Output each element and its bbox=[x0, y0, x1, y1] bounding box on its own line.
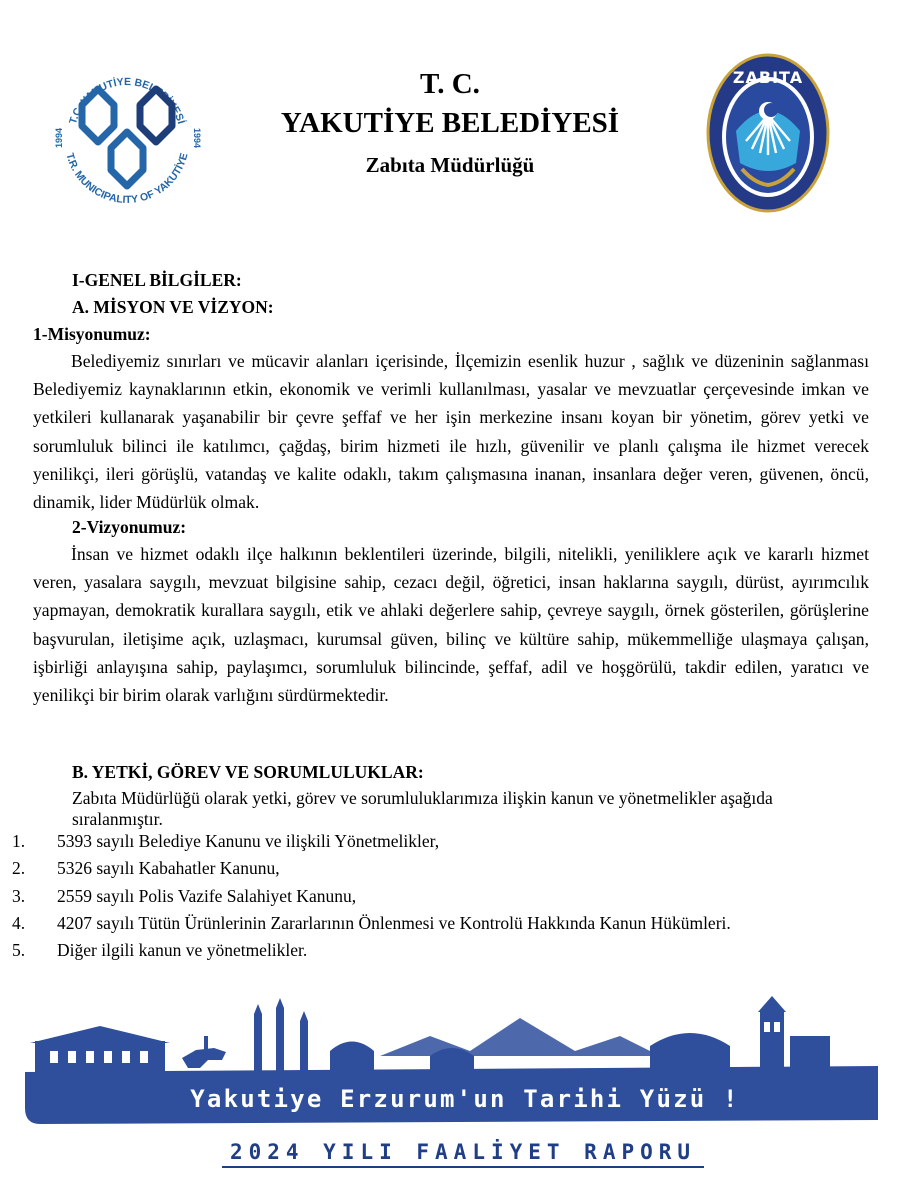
svg-text:T.C. YAKUTİYE BELEDİYESİ: T.C. YAKUTİYE BELEDİYESİ bbox=[67, 75, 187, 126]
svg-text:1994: 1994 bbox=[54, 127, 64, 149]
list-item bbox=[0, 855, 900, 882]
authority-intro-line1: Zabıta Müdürlüğü olarak yetki, görev ve sorumluluklarımıza ilişkin kanun ve yönetmelikler aşağıda bbox=[72, 788, 773, 808]
list-item bbox=[0, 910, 900, 937]
mission-title: 1-Misyonumuz: bbox=[33, 324, 151, 344]
list-text: 5393 sayılı Belediye Kanunu ve ilişkili Yönetmelikler, bbox=[57, 831, 440, 851]
section-title-authority: B. YETKİ, GÖREV VE SORUMLULUKLAR: bbox=[72, 762, 424, 782]
zabita-badge-logo bbox=[706, 53, 830, 213]
section-title-general: I-GENEL BİLGİLER: bbox=[72, 270, 242, 290]
list-number: 3. bbox=[12, 885, 26, 906]
vision-title: 2-Vizyonumuz: bbox=[72, 517, 187, 537]
list-item bbox=[0, 937, 900, 964]
header-municipality: YAKUTİYE BELEDİYESİ bbox=[280, 107, 620, 139]
slogan-text: Yakutiye Erzurum'un Tarihi Yüzü ! bbox=[190, 1085, 740, 1113]
svg-text:T.R. MUNICIPALITY OF YAKUTİYE: T.R. MUNICIPALITY OF YAKUTİYE bbox=[63, 151, 191, 206]
list-text: 4207 sayılı Tütün Ürünlerinin Zararlarının Önlenmesi ve Kontrolü Hakkında Kanun Hükümleri. bbox=[57, 912, 731, 933]
list-number: 2. bbox=[12, 858, 26, 879]
mission-text: Belediyemiz sınırları ve mücavir alanları içerisinde, İlçemizin esenlik huzur , sağlık ve düzeninin sağlanması Belediyemiz kaynaklarının etkin, ekonomik ve verimli kullanılması, yasalar ve mevzuatlar çerçevesinde imkan ve yetkileri kullanarak yaşanabilir bir çevre şeffaf ve her işin merkezine insanı koyan bir yönetim, görev yetki ve sorumluluk bilinci ile katılımcı, çağdaş, birim hizmeti ile hızlı, güvenilir ve planlı çalışma ile hizmet verecek yenilikçi, ileri görüşlü, vatandaş ve kalite odaklı, takım çalışmasına inanan, insanlara değer veren, güvenen, öncü, dinamik, lider Müdürlük olmak. bbox=[33, 351, 869, 513]
svg-text:1994: 1994 bbox=[192, 127, 202, 149]
report-title: 2024 YILI FAALİYET RAPORU bbox=[222, 1138, 704, 1168]
header-tc: T. C. bbox=[420, 68, 480, 100]
law-list bbox=[0, 828, 900, 964]
list-number: 4. bbox=[12, 912, 26, 933]
city-skyline-banner bbox=[0, 996, 900, 1136]
list-text: 5326 sayılı Kabahatler Kanunu, bbox=[57, 858, 280, 879]
vision-text: İnsan ve hizmet odaklı ilçe halkının beklentileri üzerinde, bilgili, nitelikli, yeniliklere açık ve kararlı hizmet veren, yasalara saygılı, mevzuat bilgisine sahip, cezacı değil, öğretici, insan haklarına saygılı, dürüst, ayırımcılık yapmayan, demokratik kurallara saygılı, etik ve ahlaki değerlere sahip, çevreye saygılı, örnek gösterilen, görüşlerine başvurulan, iletişime açık, uzlaşmacı, kurumsal güven, bilinç ve kültüre sahip, mükemmelliğe ulaşmaya çalışan, işbirliği anlayışına sahip, paylaşımcı, sorumluluk bilincinde, şeffaf, adil ve hoşgörülü, takdir edilen, yaratıcı ve yenilikçi bir birim olarak varlığını sürdürmektedir. bbox=[33, 544, 869, 706]
section-subtitle-mission-vision: A. MİSYON VE VİZYON: bbox=[72, 297, 274, 317]
list-text: Diğer ilgili kanun ve yönetmelikler. bbox=[57, 940, 308, 961]
yakutiye-municipality-logo bbox=[52, 60, 202, 210]
header-department: Zabıta Müdürlüğü bbox=[365, 153, 535, 177]
list-number: 1. bbox=[12, 831, 26, 851]
list-item bbox=[0, 883, 900, 910]
svg-text:ZABITA: ZABITA bbox=[732, 68, 804, 87]
authority-intro-line2: sıralanmıştır. bbox=[72, 809, 163, 829]
list-text: 2559 sayılı Polis Vazife Salahiyet Kanunu, bbox=[57, 885, 357, 906]
list-item bbox=[0, 828, 900, 855]
list-number: 5. bbox=[12, 940, 26, 961]
